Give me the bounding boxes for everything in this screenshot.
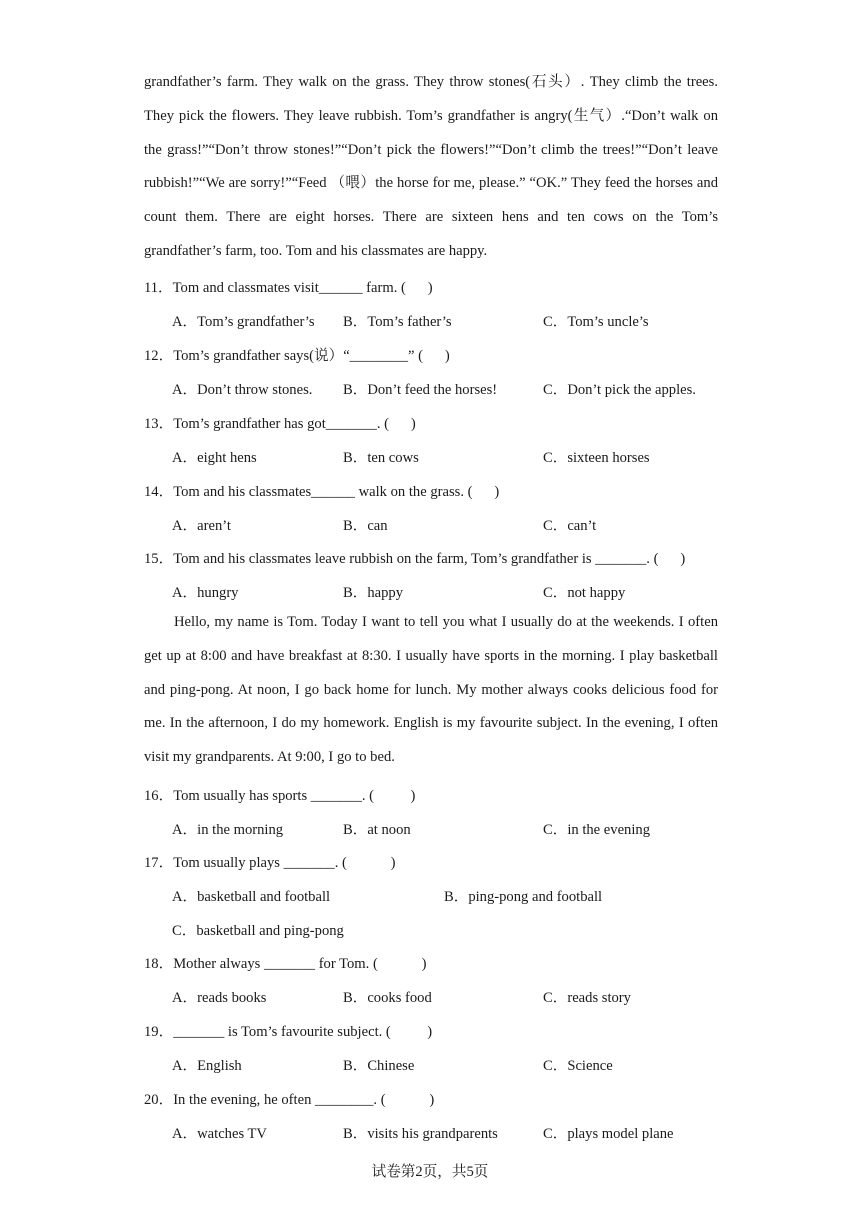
option-18-c: C．reads story [543, 990, 631, 1006]
option-17-c: C．basketball and ping-pong [172, 923, 344, 939]
option-12-a: A．Don’t throw stones. [172, 382, 313, 398]
option-19-c: C．Science [543, 1058, 613, 1074]
option-20-c: C．plays model plane [543, 1126, 674, 1142]
reading-passage-1: grandfather’s farm. They walk on the grass. They throw stones(石头）. They climb the trees. They pick the flowers. They leave rubbish. Tom’s grandfather is angry(生气）.“Don’t walk on the grass!”“Don’t throw stones!”“Don’t pick the flowers!”“Don’t climb the trees!”“Don’t leave rubbish!”“We are sorry!”“Feed （喂）the horse for me, please.” “OK.” They feed the horses and count them. There are eight horses. There are sixteen hens and ten cows on the Tom’s grandfather’s farm, too. Tom and his classmates are happy. [144, 74, 718, 259]
option-13-b: B．ten cows [343, 450, 419, 466]
question-19: 19．_______ is Tom’s favourite subject. ( ) [144, 1024, 433, 1040]
question-15: 15．Tom and his classmates leave rubbish on the farm, Tom’s grandfather is _______. ( ) [144, 551, 686, 567]
question-17: 17．Tom usually plays _______. ( ) [144, 855, 396, 871]
option-17-b: B．ping-pong and football [444, 889, 603, 905]
option-19-b: B．Chinese [343, 1058, 415, 1074]
option-17-a: A．basketball and football [172, 889, 331, 905]
option-14-b: B．can [343, 518, 388, 534]
question-11: 11．Tom and classmates visit______ farm. ( ) [144, 280, 433, 296]
option-13-a: A．eight hens [172, 450, 257, 466]
option-16-c: C．in the evening [543, 822, 651, 838]
option-18-a: A．reads books [172, 990, 267, 1006]
option-20-b: B．visits his grandparents [343, 1126, 498, 1142]
question-13: 13．Tom’s grandfather has got_______. ( ) [144, 416, 416, 432]
question-16: 16．Tom usually has sports _______. ( ) [144, 788, 416, 804]
question-18: 18．Mother always _______ for Tom. ( ) [144, 956, 427, 972]
page-footer: 试卷第2页，共5页 [371, 1164, 489, 1180]
option-19-a: A．English [172, 1058, 242, 1074]
question-12: 12．Tom’s grandfather says(说）“________” ( ) [144, 348, 450, 364]
question-14: 14．Tom and his classmates______ walk on the grass. ( ) [144, 484, 500, 500]
option-15-c: C．not happy [543, 585, 626, 601]
option-14-a: A．aren’t [172, 518, 231, 534]
option-14-c: C．can’t [543, 518, 597, 534]
option-11-a: A．Tom’s grandfather’s [172, 314, 315, 330]
option-15-a: A．hungry [172, 585, 239, 601]
option-16-b: B．at noon [343, 822, 411, 838]
option-13-c: C．sixteen horses [543, 450, 650, 466]
option-15-b: B．happy [343, 585, 403, 601]
option-18-b: B．cooks food [343, 990, 432, 1006]
option-12-b: B．Don’t feed the horses! [343, 382, 498, 398]
question-20: 20．In the evening, he often ________. ( ) [144, 1092, 435, 1108]
option-16-a: A．in the morning [172, 822, 284, 838]
option-11-c: C．Tom’s uncle’s [543, 314, 649, 330]
option-11-b: B．Tom’s father’s [343, 314, 452, 330]
reading-passage-2: Hello, my name is Tom. Today I want to tell you what I usually do at the weekends. I often get up at 8:00 and have breakfast at 8:30. I usually have sports in the morning. I play basketball and ping-pong. At noon, I go back home for lunch. My mother always cooks delicious food for me. In the afternoon, I do my homework. English is my favourite subject. In the evening, I often visit my grandparents. At 9:00, I go to bed. [144, 614, 718, 766]
option-20-a: A．watches TV [172, 1126, 267, 1142]
option-12-c: C．Don’t pick the apples. [543, 382, 696, 398]
